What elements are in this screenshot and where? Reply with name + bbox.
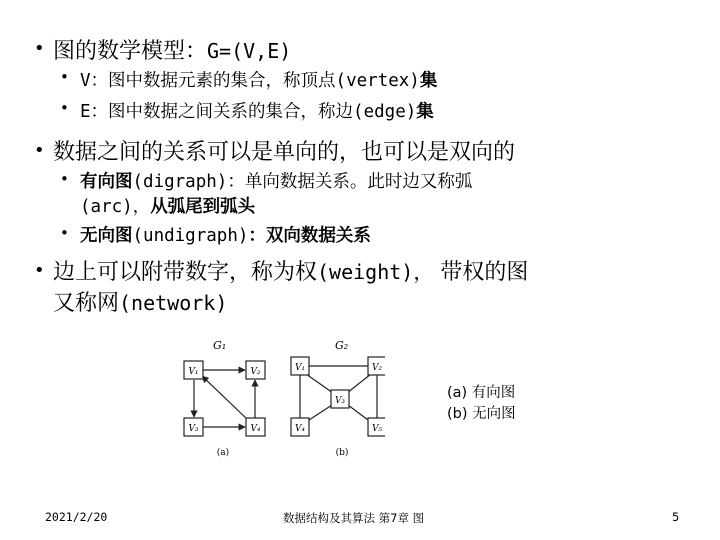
- bullet-dot: •: [34, 140, 45, 161]
- g1-vertex-label: V₃: [188, 424, 199, 434]
- g2-edge-v3-v4: [309, 405, 332, 420]
- term-text: (digraph): [132, 172, 228, 192]
- var-label: V：: [80, 71, 109, 91]
- bullet-text: 带权的图: [433, 260, 529, 285]
- sub-bullet-text: 从弧尾到弧头: [150, 197, 256, 217]
- term-text: (network): [119, 291, 228, 315]
- sub-bullet-text: ：双向数据关系: [248, 226, 371, 246]
- term-text: (arc)，: [80, 197, 151, 217]
- sub-bullet-digraph: [80, 168, 472, 193]
- sub-bullet-undigraph: [80, 222, 371, 247]
- g2-edge-v2-v3: [347, 374, 371, 393]
- g2-vertex-label: V₃: [334, 396, 346, 406]
- term-text: (undigraph): [132, 226, 249, 246]
- g2-vertex-label: V₂: [371, 363, 383, 373]
- g1-vertex-label: V₄: [250, 424, 261, 434]
- caption-a: (a) 有向图: [447, 385, 516, 401]
- term-text: (edge): [353, 102, 417, 122]
- bullet-dot: •: [60, 224, 69, 242]
- bullet-dot: •: [60, 170, 69, 188]
- bullet-direction: [53, 135, 515, 166]
- figure-label-b: (b): [335, 448, 349, 458]
- bullet-graph-model: [53, 34, 291, 65]
- bullet-text: 边上可以附带数字，称为权: [53, 260, 318, 285]
- graph-figure: [175, 335, 385, 460]
- term-text: (weight)，: [317, 260, 434, 284]
- bullet-dot: •: [34, 260, 45, 281]
- footer-date: 2021/2/20: [45, 510, 108, 524]
- sub-bullet-tail: 集: [416, 102, 434, 122]
- g2-title: G₂: [335, 339, 349, 352]
- sub-bullet-tail: 集: [419, 71, 438, 91]
- bullet-dot: •: [60, 99, 69, 117]
- formula-text: G=(V,E): [207, 39, 292, 63]
- g1-vertex-label: V₁: [188, 367, 199, 377]
- bullet-text: 数据之间的关系可以是单向的，也可以是双向的: [53, 140, 516, 165]
- g2-edge-v1-v3: [306, 374, 333, 393]
- g1-title: G₁: [213, 339, 227, 352]
- sub-bullet-text: ：单向数据关系。此时边又称弧: [227, 172, 473, 192]
- sub-bullet-digraph-cont: [80, 193, 255, 218]
- bullet-weight: [53, 255, 528, 286]
- bullet-text: 又称网: [53, 291, 120, 316]
- figure-label-a: (a): [216, 448, 230, 458]
- term-cn: 无向图: [80, 226, 133, 246]
- bullet-weight-cont: [53, 286, 227, 317]
- sub-bullet-vertex: [80, 67, 437, 92]
- caption-b: (b) 无向图: [447, 406, 516, 422]
- sub-bullet-text: 图中数据元素的集合，称顶点: [108, 71, 336, 91]
- term-text: (vertex): [335, 71, 420, 91]
- bullet-dot: •: [60, 68, 69, 86]
- g2-vertex-label: V₁: [294, 363, 306, 373]
- term-cn: 有向图: [80, 172, 133, 192]
- sub-bullet-edge: [80, 98, 434, 123]
- var-label: E：: [80, 102, 109, 122]
- sub-bullet-text: 图中数据之间关系的集合，称边: [108, 102, 354, 122]
- footer-page-number: 5: [672, 510, 680, 524]
- g2-edge-v3-v5: [348, 405, 368, 420]
- bullet-text: 图的数学模型：: [53, 39, 208, 64]
- g2-vertex-label: V₅: [371, 424, 383, 434]
- bullet-dot: •: [34, 38, 45, 59]
- footer-course: 数据结构及其算法 第7章 图: [283, 511, 425, 525]
- g2-vertex-label: V₄: [294, 424, 306, 434]
- g1-arc-v4-v1: [202, 376, 247, 419]
- g1-vertex-label: V₂: [250, 367, 261, 377]
